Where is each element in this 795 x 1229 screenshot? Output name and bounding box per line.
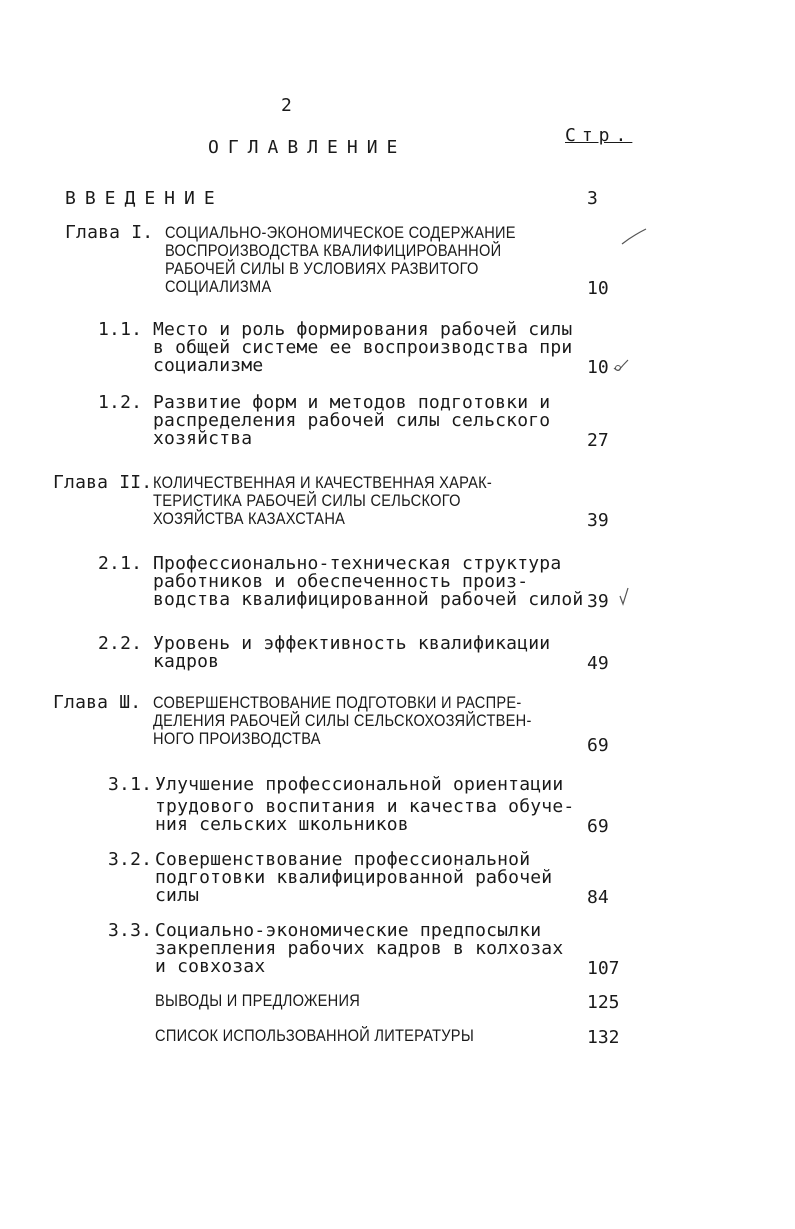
toc-label-section-1-2: 1.2. (98, 392, 143, 413)
toc-label-section-3-1: 3.1. (108, 774, 153, 795)
check-mark-icon-2 (617, 586, 631, 608)
toc-label-section-1-1: 1.1. (98, 319, 143, 340)
toc-page-chapter-1: 10 (587, 278, 609, 299)
toc-label-section-2-2: 2.2. (98, 633, 143, 654)
toc-page-section-2-1: 39 (587, 591, 609, 612)
toc-title-section-3-1: Улучшение профессиональной ориентации трудового воспитания и качества обуче- ния сельских школьников (155, 774, 575, 835)
toc-page-section-1-1: 10 (587, 357, 609, 378)
toc-label-section-3-3: 3.3. (108, 920, 153, 941)
toc-label-chapter-1: Глава I. (65, 222, 154, 243)
toc-title-section-3-2: Совершенствование профессиональной подготовки квалифицированной рабочей силы (155, 849, 553, 906)
toc-title-bibliography: СПИСОК ИСПОЛЬЗОВАННОЙ ЛИТЕРАТУРЫ (155, 1026, 475, 1045)
toc-title-section-3-3: Социально-экономические предпосылки закрепления рабочих кадров в колхозах и совхозах (155, 920, 564, 977)
toc-page-bibliography: 132 (587, 1027, 620, 1048)
toc-page-section-3-2: 84 (587, 887, 609, 908)
toc-label-section-2-1: 2.1. (98, 553, 143, 574)
page-number: 2 (281, 95, 293, 116)
toc-title-section-1-1: Место и роль формирования рабочей силы в общей системе ее воспроизводства при социализме (153, 319, 573, 376)
toc-page-chapter-3: 69 (587, 735, 609, 756)
toc-title-conclusions: ВЫВОДЫ И ПРЕДЛОЖЕНИЯ (155, 991, 361, 1010)
toc-label-chapter-3: Глава Ш. (53, 692, 142, 713)
toc-page-introduction: 3 (587, 188, 598, 209)
toc-heading: ОГЛАВЛЕНИЕ (208, 137, 407, 158)
toc-label-section-3-2: 3.2. (108, 849, 153, 870)
toc-page-chapter-2: 39 (587, 510, 609, 531)
toc-label-chapter-2: Глава II. (53, 472, 153, 493)
toc-title-section-1-2: Развитие форм и методов подготовки и распределения рабочей силы сельского хозяйства (153, 392, 551, 449)
toc-page-section-3-3: 107 (587, 958, 620, 979)
check-mark-icon (612, 358, 630, 374)
toc-label-introduction: ВВЕДЕНИЕ (65, 188, 224, 209)
toc-title-chapter-1: СОЦИАЛЬНО-ЭКОНОМИЧЕСКОЕ СОДЕРЖАНИЕ ВОСПРОИЗВОДСТВА КВАЛИФИЦИРОВАННОЙ РАБОЧЕЙ СИЛЫ В УСЛОВИЯХ РАЗВИТОГО СОЦИАЛИЗМА (165, 223, 516, 296)
toc-page-conclusions: 125 (587, 992, 620, 1013)
toc-title-chapter-2: КОЛИЧЕСТВЕННАЯ И КАЧЕСТВЕННАЯ ХАРАК- ТЕРИСТИКА РАБОЧЕЙ СИЛЫ СЕЛЬСКОГО ХОЗЯЙСТВА КАЗАХСТАНА (153, 473, 493, 528)
toc-title-section-2-1: Профессионально-техническая структура работников и обеспеченность произ- водства квалифицированной рабочей силой (153, 553, 584, 610)
page-column-label: Стр. (565, 125, 633, 146)
toc-page-section-2-2: 49 (587, 653, 609, 674)
toc-page-section-3-1: 69 (587, 816, 609, 837)
pencil-mark-icon (620, 226, 648, 246)
toc-title-chapter-3: СОВЕРШЕНСТВОВАНИЕ ПОДГОТОВКИ И РАСПРЕ- ДЕЛЕНИЯ РАБОЧЕЙ СИЛЫ СЕЛЬСКОХОЗЯЙСТВЕН- НОГО ПРОИЗВОДСТВА (153, 693, 532, 748)
toc-title-section-2-2: Уровень и эффективность квалификации кадров (153, 633, 551, 672)
toc-page-section-1-2: 27 (587, 430, 609, 451)
